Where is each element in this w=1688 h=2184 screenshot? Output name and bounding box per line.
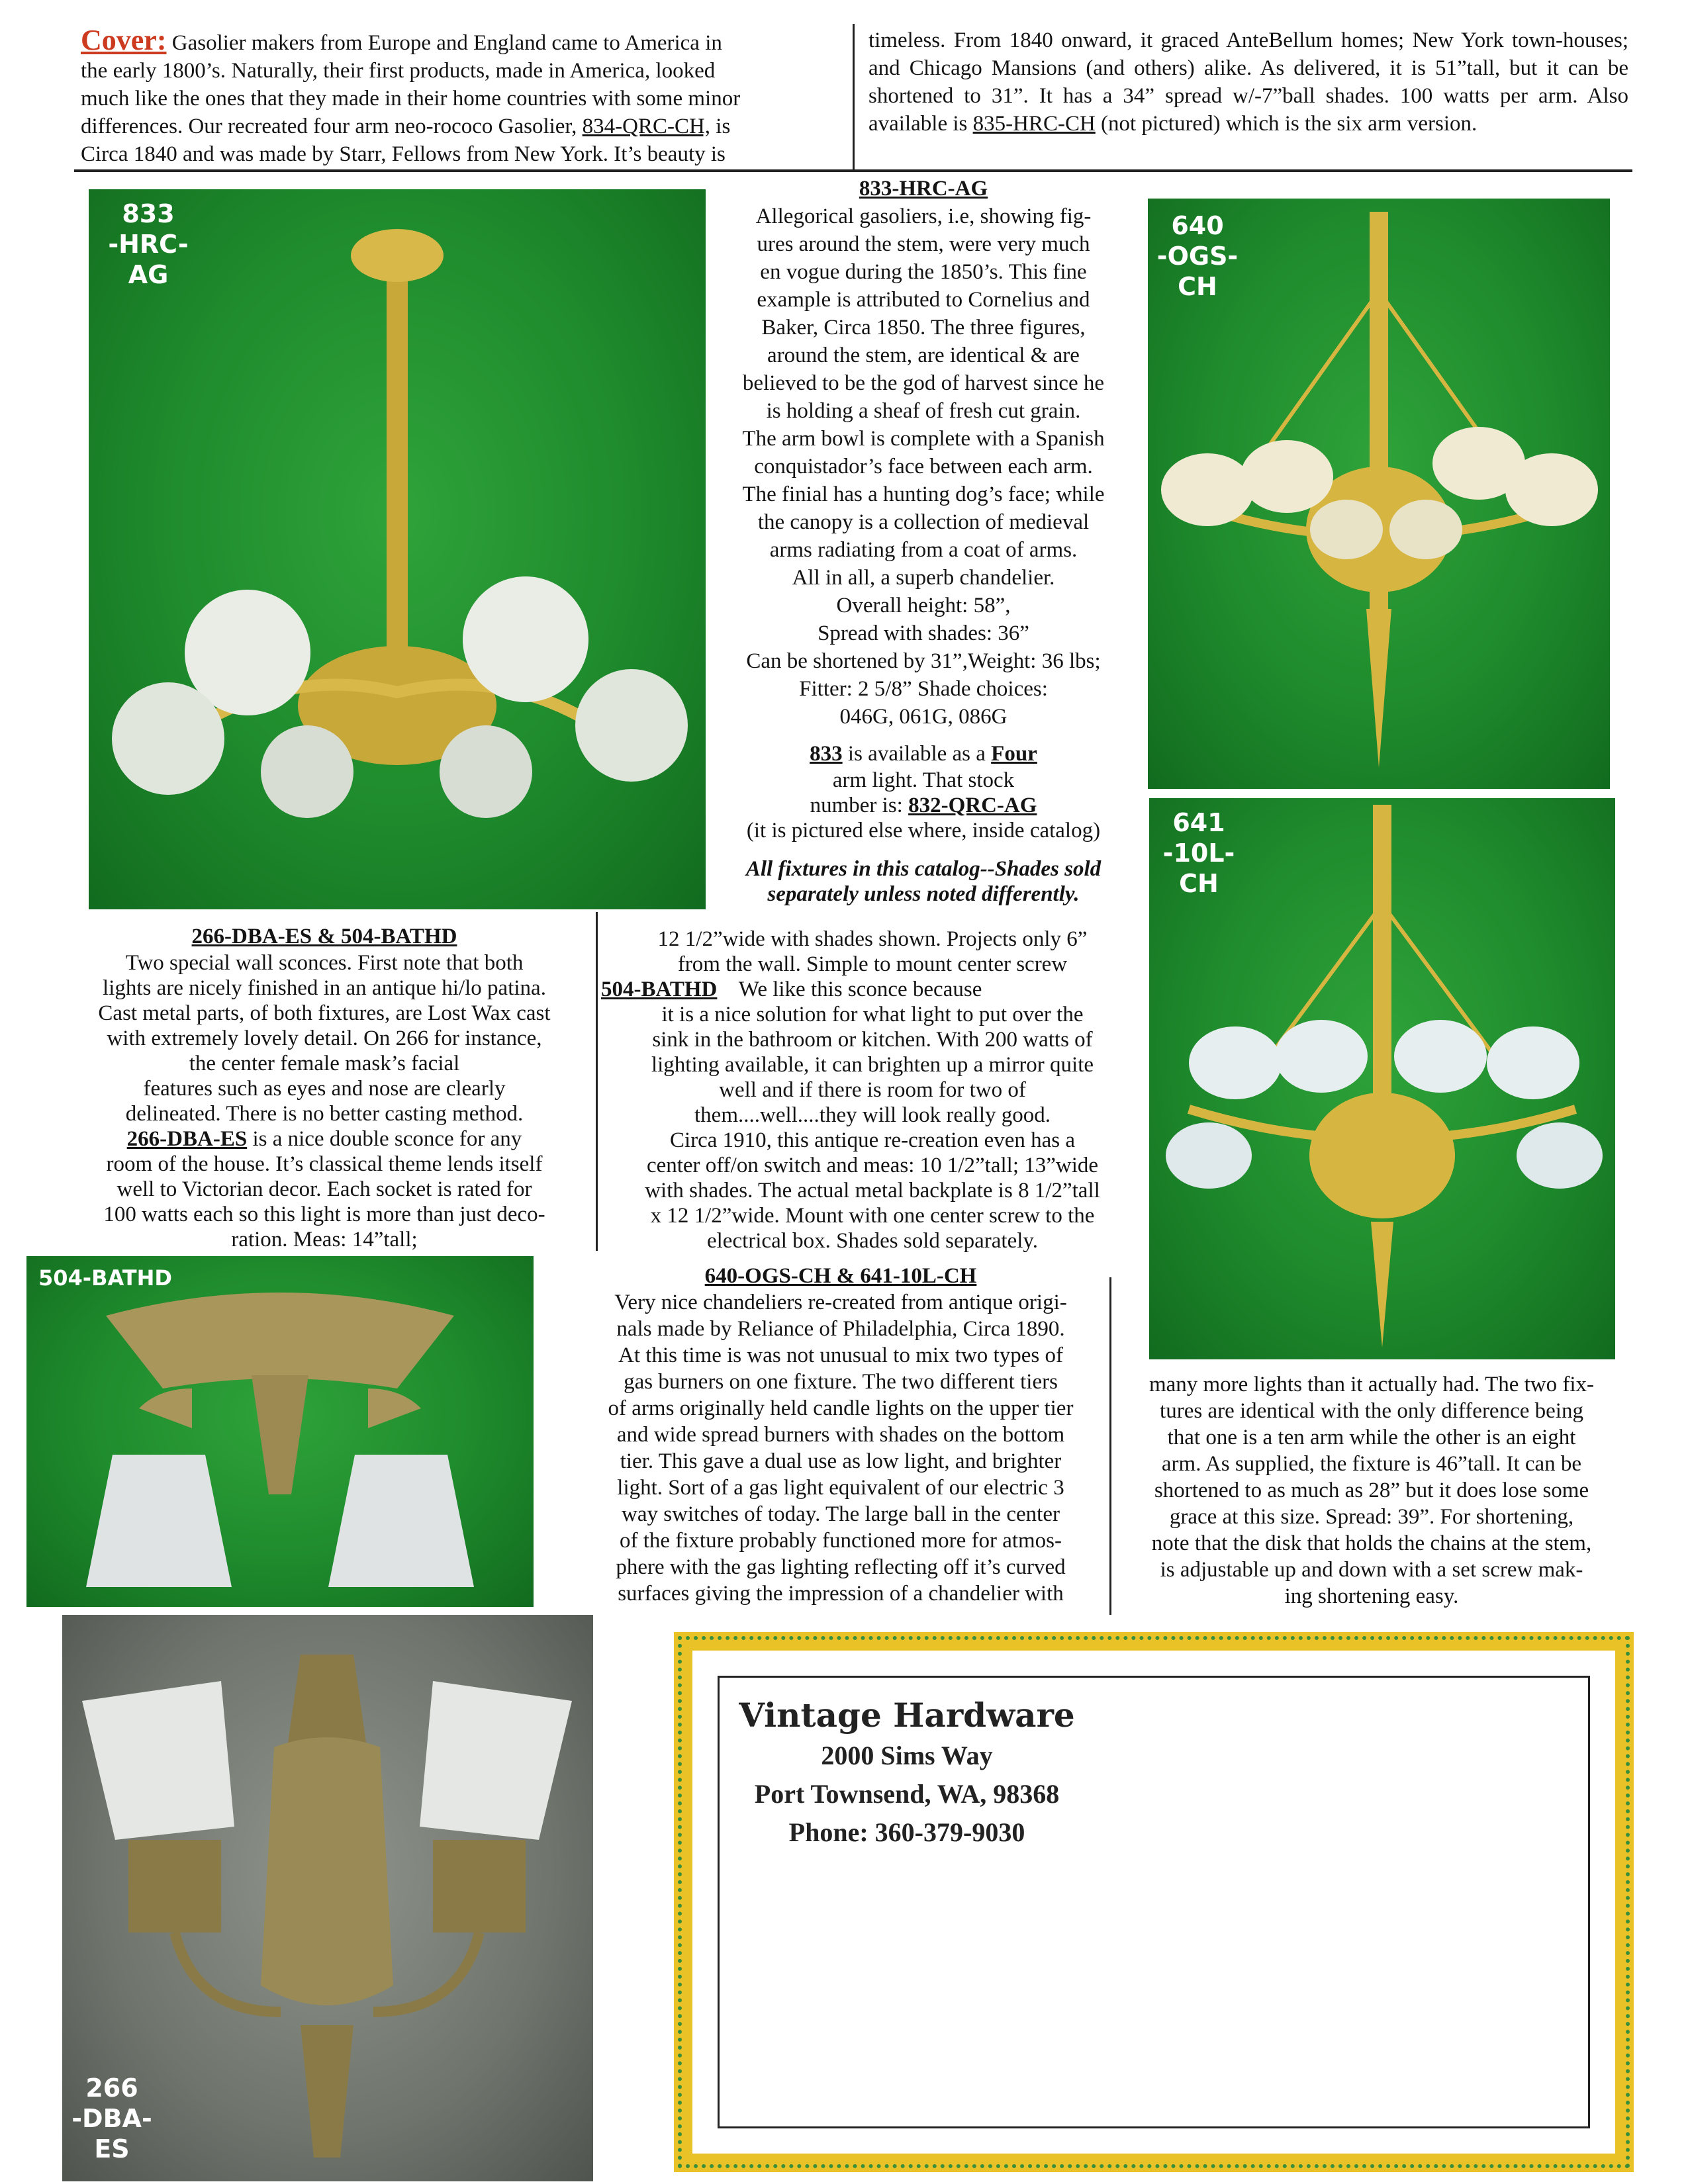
ogs-description: 640-OGS-CH & 641-10L-CH Very nice chandeliers re-created from antique origi- nals made by Reliance of Philadelphia, Circa 1890. At this time is was not unusual to mix two types of gas burners on one fixture. The two different tiers of arms originally held candle lights on the upper tier and wide spread burners with shades on the bottom tier. This gave a dual use as low light, and brighter light. Sort of a gas light equivalent of our electric 3 way switches of today. The large ball in the center of the fixture probably functioned more for atmos- phere with the gas lighting reflecting off it’s curved surfaces giving the impression of a chandelier with <box>576 1263 1105 1607</box>
company-address <box>735 1694 1079 1852</box>
company-name: Vintage Hardware <box>739 1696 1075 1735</box>
ogs-heading: 640-OGS-CH & 641-10L-CH <box>704 1264 977 1288</box>
ogs-continued: many more lights than it actually had. The two fix- tures are identical with the only difference being that one is a ten arm while the other is an eight arm. As supplied, the fixture is 46”tall. It can be shortened to as much as 28” but it does lose some grace at this size. Spread: 39”. For shortening, note that the disk that holds the chains at the stem, is adjustable up and down with a set screw mak- ing shortening easy. <box>1149 1373 1595 1608</box>
sconce-504-image <box>26 1256 534 1607</box>
cover-bottom-rule <box>74 169 1632 172</box>
cover-lead: Cover: <box>81 24 167 56</box>
link-266-dba-es[interactable]: 266-DBA-ES <box>126 1127 248 1151</box>
sconces-description: 266-DBA-ES & 504-BATHD Two special wall sconces. First note that both lights are nicely finished in an antique hi/lo patina. Cast metal parts, of both fixtures, are Lost Wax cast with extremely lovely detail. On 266 for instance, the center female mask’s facial features such as eyes and nose are clearly delineated. There is no better casting method. 266-DBA-ES is a nice double sconce for any room of the house. It’s classical theme lends itself well to Victorian decor. Each socket is rated for 100 watts each so this light is more than just deco- ration. Meas: 14”tall; <box>53 923 596 1252</box>
shades-note: All fixtures in this catalog--Shades sold separately unless noted differently. <box>745 857 1102 906</box>
cover-right: timeless. From 1840 onward, it graced AnteBellum homes; New York town-houses; and Chicago Mansions (and others) alike. As delivered, it is 51”tall, but it can be shortened to 31”. It has a 34” spread w/-7”ball shades. 100 watts per arm. Also available is 835-HRC-CH (not pictured) which is the six arm version. <box>868 28 1628 136</box>
cover-divider <box>853 24 855 171</box>
photo-266-label: 266 -DBA- ES <box>71 2073 152 2163</box>
photo-640-label: 640 -OGS- CH <box>1156 211 1239 301</box>
city-state-zip: Port Townsend, WA, 98368 <box>754 1779 1060 1809</box>
mid-divider <box>596 912 598 1251</box>
photo-833-hrc-ag <box>89 189 706 909</box>
photo-504-bathd <box>26 1256 534 1607</box>
sconces-heading: 266-DBA-ES & 504-BATHD <box>191 925 457 948</box>
hrc-description: 833-HRC-AG Allegorical gasoliers, i.e, showing fig- ures around the stem, were very much en vogue during the 1850’s. This fine example is attributed to Cornelius and Baker, Circa 1850. The three figures, around the stem, are identical & are believed to be the god of harvest since he is holding a sheaf of fresh cut grain. The arm bowl is complete with a Spanish conquistador’s face between each arm. The finial has a hunting dog’s face; while the canopy is a collection of medieval arms radiating from a coat of arms. All in all, a superb chandelier. Overall height: 58”, Spread with shades: 36” Can be shortened by 31”,Weight: 36 lbs; Fitter: 2 5/8” Shade choices: 046G, 061G, 086G 833 is available as a Four arm light. That stock number is: 832-QRC-AG (it is pictured else where, inside catalog) All fixtures in this catalog--Shades sold separately unless noted differently. <box>708 175 1139 907</box>
photo-641-10l-ch <box>1149 798 1615 1359</box>
street-address: 2000 Sims Way <box>821 1741 993 1770</box>
link-834-qrc-ch[interactable]: 834-QRC-CH, <box>582 114 711 138</box>
link-835-hrc-ch[interactable]: 835-HRC-CH <box>972 112 1096 136</box>
link-504-bathd[interactable]: 504-BATHD <box>601 978 718 1001</box>
photo-266-dba-es <box>62 1615 593 2181</box>
chandelier-833-image <box>89 189 706 909</box>
photo-640-ogs-ch <box>1148 199 1610 789</box>
photo-833-label: 833 -HRC- AG <box>108 199 189 289</box>
bathd-description: 12 1/2”wide with shades shown. Projects only 6” from the wall. Simple to mount center screw 504-BATHD We like this sconce because it is a nice solution for what light to put over the sink in the bathroom or kitchen. With 200 watts of lighting available, it can brighten up a mirror quite well and if there is room for two of them....well....they will look really good. Circa 1910, this antique re-creation even has a center off/on switch and meas: 10 1/2”tall; 13”wide with shades. The actual metal backplate is 8 1/2”tall x 12 1/2”wide. Mount with one center screw to the electrical box. Shades sold separately. <box>601 927 1100 1253</box>
photo-641-label: 641 -10L- CH <box>1162 808 1235 898</box>
cover-left: Cover: Gasolier makers from Europe and England came to America in the early 1800’s. Naturally, their first products, made in America, looked much like the ones that they made in their home countries with some minor differences. Our recreated four arm neo-rococo Gasolier, 834-QRC-CH, is Circa 1840 and was made by Starr, Fellows from New York. It’s beauty is <box>81 24 741 166</box>
phone-number: Phone: 360-379-9030 <box>788 1817 1025 1847</box>
ogs-divider <box>1109 1277 1111 1615</box>
hrc-heading: 833-HRC-AG <box>859 177 988 201</box>
photo-504-label: 504-BATHD <box>38 1265 172 1291</box>
